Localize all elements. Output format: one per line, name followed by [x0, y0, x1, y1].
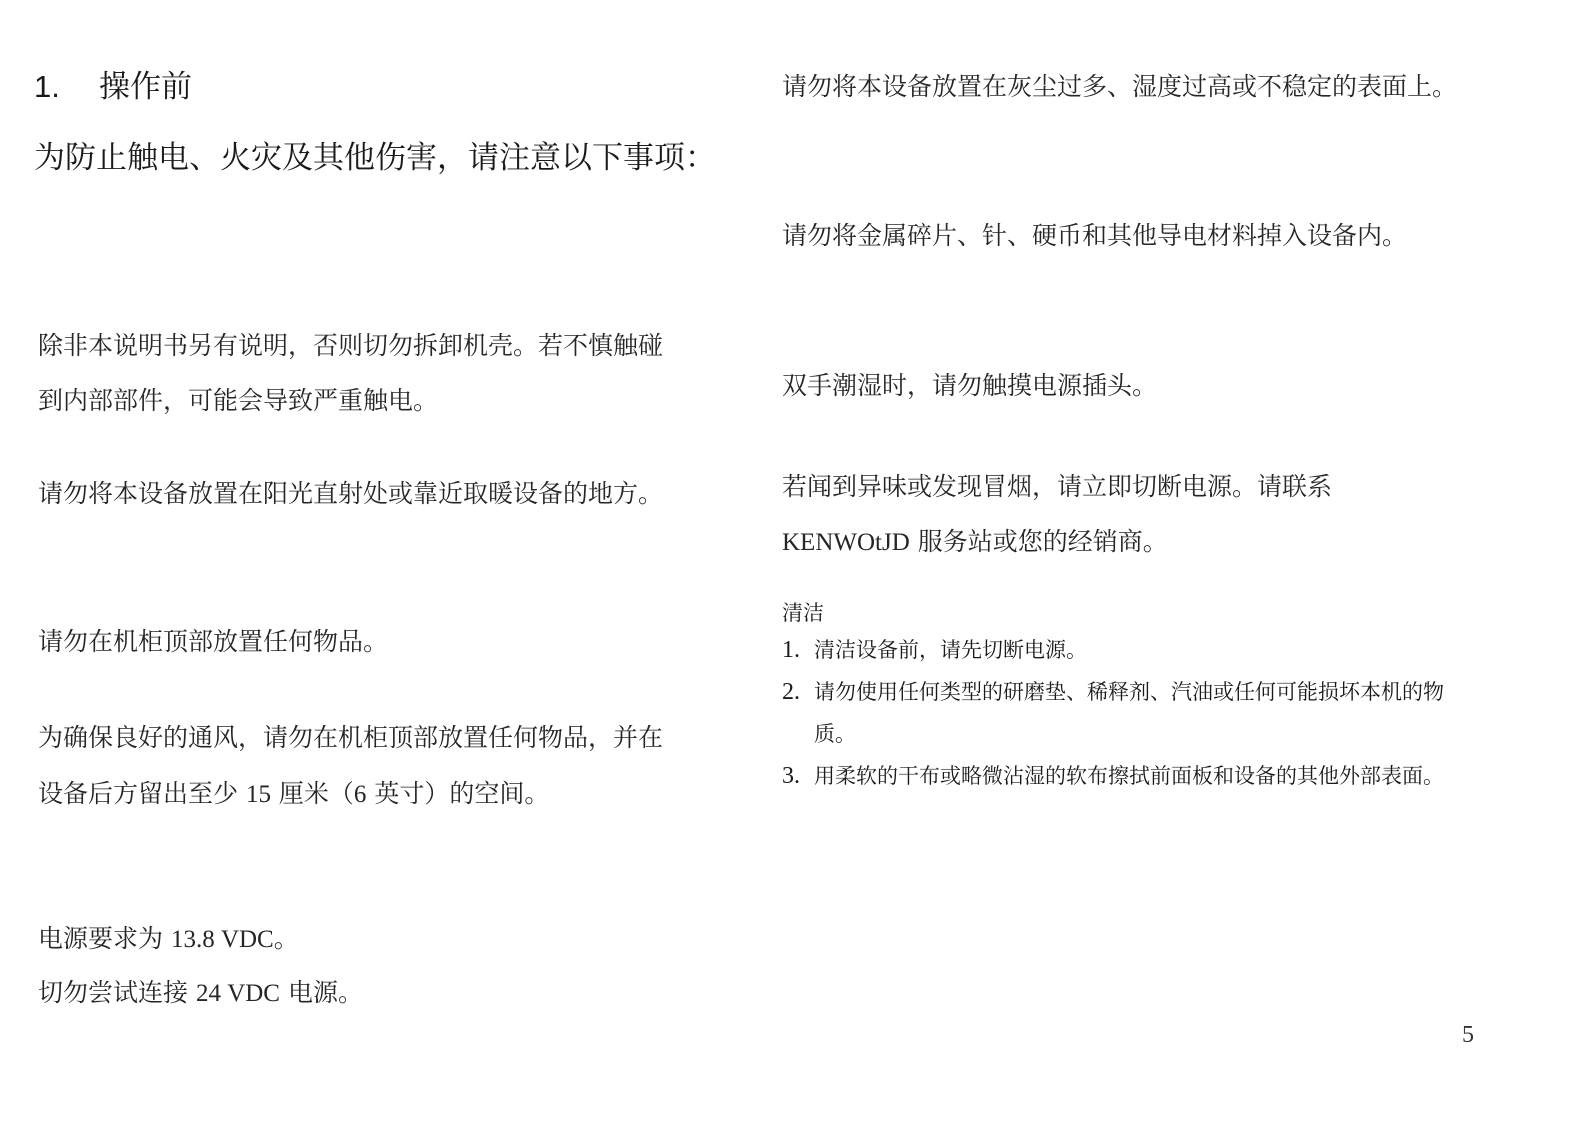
- left-paragraph-5: 电源要求为 13.8 VDC。: [38, 924, 299, 953]
- left-paragraph-1: 除非本说明书另有说明，否则切勿拆卸机壳。若不慎触碰到内部部件，可能会导致严重触电。: [38, 331, 664, 415]
- section-number: 1.: [34, 69, 60, 104]
- page-number: 5: [1462, 1022, 1474, 1048]
- section-title: 操作前: [99, 69, 192, 105]
- cleaning-list: [782, 629, 1462, 797]
- left-paragraph-3: 请勿在机柜顶部放置任何物品。: [38, 627, 389, 656]
- warning-intro: 为防止触电、火灾及其他伤害，请注意以下事项：: [34, 140, 716, 176]
- right-paragraph-4: 若闻到异味或发现冒烟，请立即切断电源。请联系 KENWOtJD 服务站或您的经销商。: [782, 472, 1333, 556]
- left-paragraph-4: 为确保良好的通风，请勿在机柜顶部放置任何物品，并在设备后方留出至少 15 厘米（6 英寸）的空间。: [38, 723, 664, 808]
- section-heading: [34, 64, 192, 110]
- list-item: 1. 清洁设备前，请先切断电源。: [782, 637, 1087, 663]
- list-item: 3. 用柔软的干布或略微沾湿的软布擦拭前面板和设备的其他外部表面。: [782, 763, 1444, 789]
- right-paragraph-3: 双手潮湿时，请勿触摸电源插头。: [782, 371, 1158, 400]
- left-paragraph-2: 请勿将本设备放置在阳光直射处或靠近取暖设备的地方。: [38, 479, 664, 508]
- right-paragraph-1: 请勿将本设备放置在灰尘过多、湿度过高或不稳定的表面上。: [782, 72, 1458, 101]
- cleaning-title: 清洁: [782, 601, 824, 625]
- left-paragraph-6: 切勿尝试连接 24 VDC 电源。: [38, 978, 363, 1007]
- right-paragraph-2: 请勿将金属碎片、针、硬币和其他导电材料掉入设备内。: [782, 221, 1408, 250]
- list-item: 2. 请勿使用任何类型的研磨垫、稀释剂、汽油或任何可能损坏本机的物质。: [782, 679, 1444, 746]
